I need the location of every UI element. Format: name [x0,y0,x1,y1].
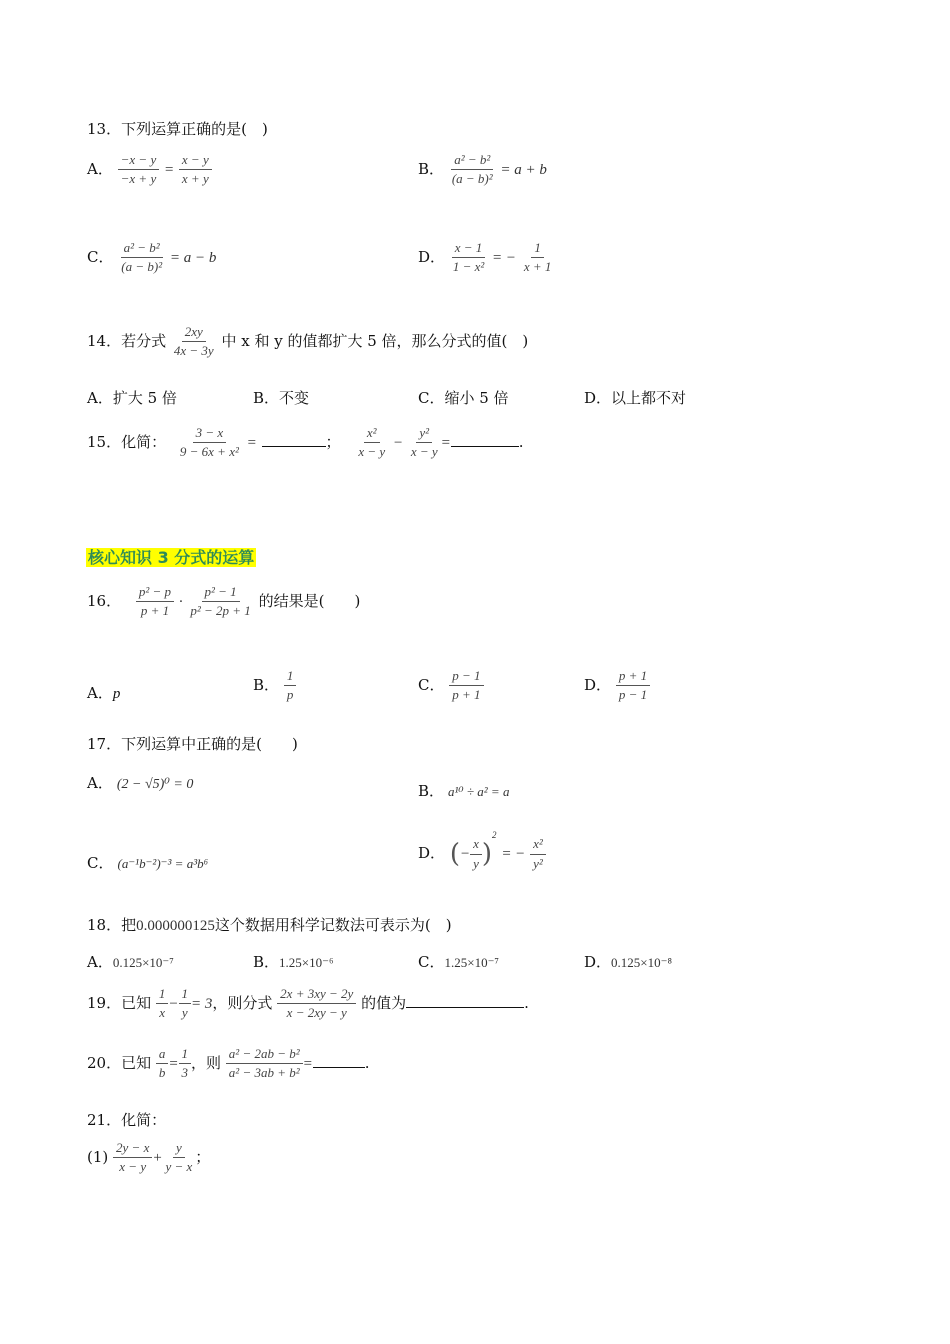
option-label: B． [418,159,445,178]
q18-option-c[interactable]: C．1.25×10⁻⁷ [418,953,499,971]
q16-stem: 16． $\frac{\text{p² − p}}{p + 1}$ · $\frac{\text{p² − 1}}{\text{p² − 2p + 1}}$ 的结果是( ) [87,584,361,619]
fraction: $\frac{\text{y²}}{x - y}$ [410,425,438,460]
q18-option-b[interactable]: B．1.25×10⁻⁶ [253,953,334,971]
q14-option-b[interactable]: B．不变 [253,389,310,407]
q20-stem: 20．已知 $\frac{a}{b}$ = $\frac{1}{3}$ ，则 $\frac{\text{a² − 2ab − b²}}{\text{a² − 3ab + b²}}$ = . [87,1046,370,1081]
q16-option-a[interactable]: A．p [87,684,121,702]
option-label: C． [87,247,114,266]
q13-option-d[interactable]: D． $\frac{x - 1}{\text{1 − x²}}$ = − $\frac{1}{x + 1}$ [418,240,554,276]
q17-option-d[interactable]: D． (− $\frac{x}{y}$ )$^2$ = − $\frac{\text{x²}}{\text{y²}}$ [418,830,546,872]
q14-stem: 14．若分式 $\frac{2xy}{4x - 3y}$ 中 x 和 y 的值都扩大 5 倍，那么分式的值( ) [87,324,529,359]
q15-stem: 15．化简： $\frac{3 - x}{\text{9 − 6x + x²}}$ = ； $\frac{\text{x²}}{x - y}$ − $\frac{\text{y²}}{x - y}$ = . [87,425,524,460]
q17-stem: 17．下列运算中正确的是( ) [87,735,298,753]
q17-option-b[interactable]: B． a¹⁰ ÷ a² = a [418,782,510,800]
fraction: $\frac{\text{a² − b²}}{\text{(a − b)²}}$ [121,240,163,275]
fraction: $\frac{2y - x}{x - y}$ [113,1140,152,1176]
fraction: $\frac{2xy}{4x - 3y}$ [173,324,214,359]
q13-option-c[interactable]: C． $\frac{\text{a² − b²}}{\text{(a − b)²}}$ = a − b [87,240,217,275]
fraction: $\frac{3 - x}{\text{9 − 6x + x²}}$ [179,425,239,460]
q19-stem: 19．已知 $\frac{1}{x}$ − $\frac{1}{y}$ = 3，则分式 $\frac{2x + 3xy - 2y}{x - 2xy - y}$ 的值为 . [87,986,529,1021]
q13-stem: 13．下列运算正确的是( ) [87,120,268,138]
q17-option-a[interactable]: A． (2 − √5)⁰ = 0 [87,774,194,792]
q14-option-d[interactable]: D．以上都不对 [584,389,687,407]
fraction: $\frac{-x - y}{-x + y}$ [118,152,160,188]
q16-option-c[interactable]: C． $\frac{p - 1}{p + 1}$ [418,668,484,704]
answer-blank[interactable] [262,434,326,447]
fraction: $\frac{1}{3}$ [179,1046,192,1082]
fraction: $\frac{1}{y}$ [179,986,192,1022]
fraction: $\frac{1}{x}$ [156,986,169,1022]
fraction: $\frac{\text{x²}}{x - y}$ [358,425,386,460]
fraction: $\frac{\text{a² − 2ab − b²}}{\text{a² − 3ab + b²}}$ [226,1046,303,1082]
fraction: $\frac{2x + 3xy - 2y}{x - 2xy - y}$ [277,986,356,1022]
fraction: $\frac{y}{y - x}$ [165,1140,193,1175]
q13-option-a[interactable]: A． $\frac{-x - y}{-x + y}$ = $\frac{x - y}{x + y}$ [87,152,212,188]
answer-blank[interactable] [406,995,524,1008]
answer-blank[interactable] [451,434,519,447]
fraction: $\frac{a}{b}$ [156,1046,169,1082]
q16-option-d[interactable]: D． $\frac{p + 1}{p - 1}$ [584,668,650,704]
q13-option-b[interactable]: B． $\frac{\text{a² − b²}}{\text{(a − b)²}}$ = a + b [418,152,547,187]
fraction: $\frac{p - 1}{p + 1}$ [449,668,483,704]
section-heading: 核心知识 3 分式的运算 [88,548,255,567]
fraction: $\frac{x - y}{x + y}$ [179,152,212,188]
q17-option-c[interactable]: C． (a⁻¹b⁻²)⁻³ = a³b⁶ [87,854,209,872]
fraction: $\frac{\text{p² − 1}}{\text{p² − 2p + 1}}$ [190,584,251,619]
answer-blank[interactable] [313,1055,365,1068]
fraction: $\frac{x - 1}{\text{1 − x²}}$ [452,240,485,275]
fraction: $\frac{\text{x²}}{\text{y²}}$ [530,836,546,872]
q16-option-b[interactable]: B． $\frac{1}{p}$ [253,668,296,704]
fraction: $\frac{1}{p}$ [284,668,297,704]
q21-part-1: (1) $\frac{2y - x}{x - y}$ + $\frac{y}{y - x}$ ； [87,1140,211,1175]
option-label: A． [87,159,113,178]
fraction: $\frac{p + 1}{p - 1}$ [616,668,650,704]
q21-stem: 21．化简： [87,1111,167,1129]
q14-option-c[interactable]: C．缩小 5 倍 [418,389,509,407]
q18-stem: 18．把0.000000125这个数据用科学记数法可表示为( ) [87,916,452,934]
fraction: $\frac{\text{p² − p}}{p + 1}$ [136,584,174,620]
q14-option-a[interactable]: A．扩大 5 倍 [87,389,177,407]
fraction: $\frac{1}{x + 1}$ [523,240,552,275]
q18-option-a[interactable]: A．0.125×10⁻⁷ [87,953,174,971]
option-label: D． [418,247,446,266]
fraction: $\frac{\text{a² − b²}}{\text{(a − b)²}}$ [451,152,493,187]
fraction: $\frac{x}{y}$ [470,836,482,872]
q18-option-d[interactable]: D．0.125×10⁻⁸ [584,953,673,971]
